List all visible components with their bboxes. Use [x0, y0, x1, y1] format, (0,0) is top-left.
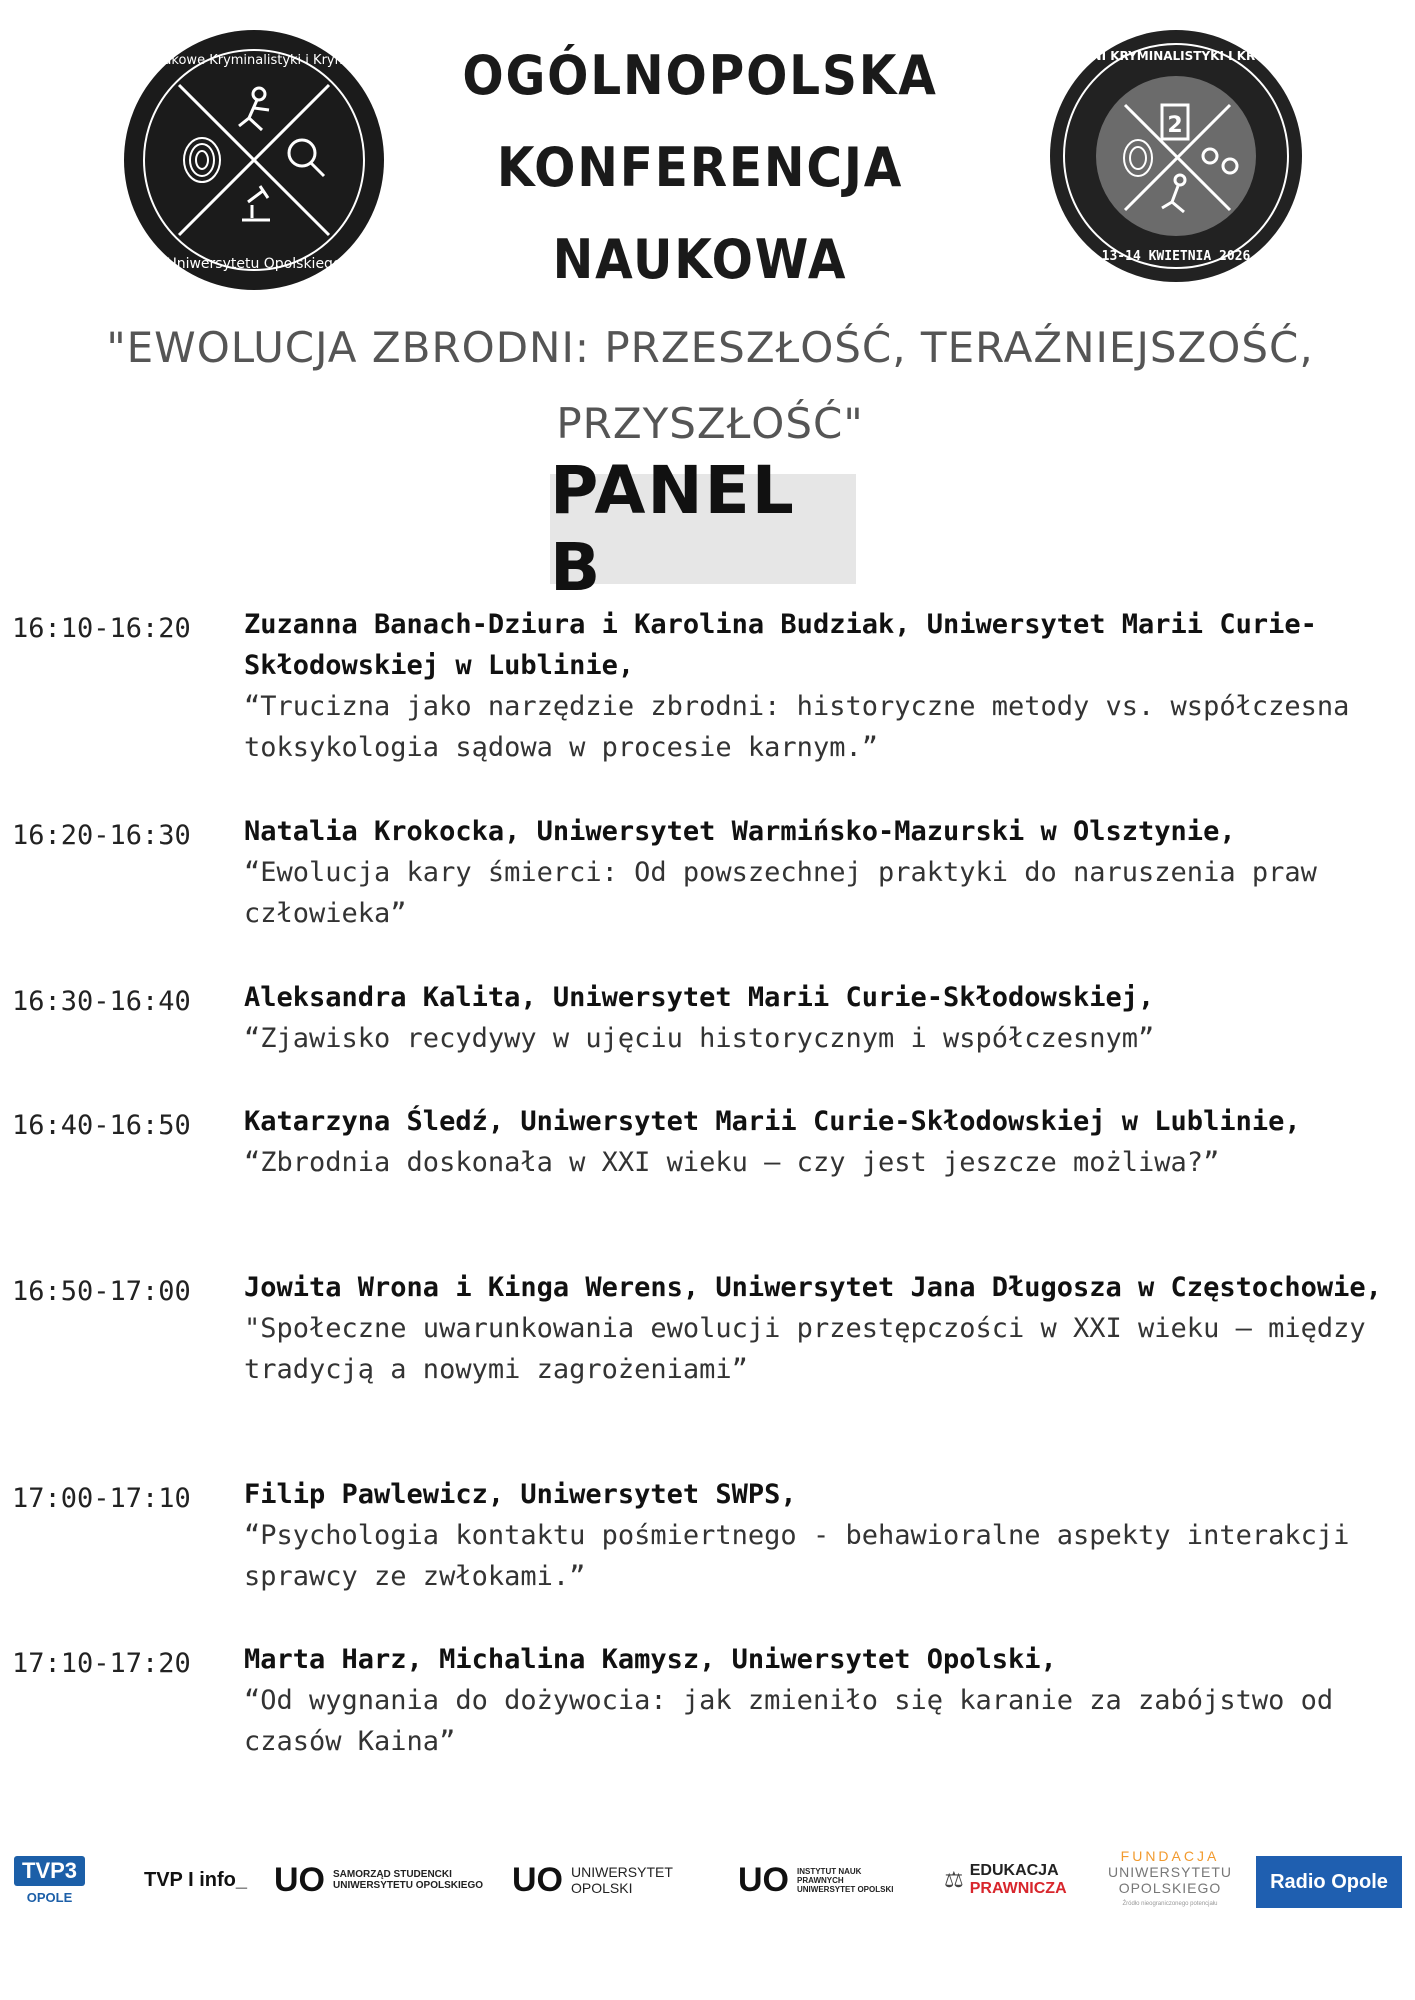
kolo-bottom-text: Uniwersytetu Opolskiego	[166, 256, 342, 272]
uniwersytet-line-1: UNIWERSYTET	[571, 1864, 673, 1880]
schedule-speaker: Katarzyna Śledź, Uniwersytet Marii Curie-Skłodowskiej w Lublinie,	[244, 1106, 1301, 1137]
panel-label: PANEL B	[550, 452, 796, 606]
tvp3-logo	[14, 1840, 85, 1920]
schedule-talk: “Zbrodnia doskonała w XXI wieku – czy jest jeszcze możliwa?”	[244, 1147, 1220, 1178]
edukacja-prawnicza-logo	[944, 1840, 1067, 1920]
schedule-time: 16:40-16:50	[12, 1110, 191, 1141]
schedule-speaker: Zuzanna Banach-Dziura i Karolina Budziak, Uniwersytet Marii Curie-Skłodowskiej w Lublinie,	[244, 609, 1317, 681]
title-line-3: NAUKOWA	[552, 228, 848, 291]
fundacja-logo	[1108, 1840, 1232, 1920]
schedule-talk: “Od wygnania do dożywocia: jak zmieniło się karanie za zabójstwo od czasów Kaina”	[244, 1685, 1334, 1757]
title-line-1: OGÓLNOPOLSKA	[462, 44, 938, 107]
tvp3-name: TVP3	[14, 1856, 85, 1886]
schedule-speaker: Natalia Krokocka, Uniwersytet Warmińsko-Mazurski w Olsztynie,	[244, 816, 1236, 847]
conference-title	[420, 30, 980, 306]
scales-icon: ⚖	[944, 1867, 964, 1892]
samorzad-line-1: SAMORZĄD STUDENCKI	[333, 1869, 452, 1880]
kolo-naukowe-logo	[113, 30, 395, 290]
edukacja-line-1: EDUKACJA	[969, 1862, 1059, 1879]
schedule-time: 17:10-17:20	[12, 1648, 191, 1679]
edition-logo	[1015, 30, 1337, 282]
panel-label-box	[550, 452, 856, 606]
instytut-logo	[738, 1840, 893, 1920]
magnifier-icon	[289, 140, 324, 176]
figure-icon	[239, 88, 269, 130]
uniwersytet-opolski-logo	[512, 1840, 673, 1920]
schedule-talk: “Zjawisko recydywy w ujęciu historycznym i współczesnym”	[244, 1023, 1155, 1054]
schedule-speaker: Filip Pawlewicz, Uniwersytet SWPS,	[244, 1479, 797, 1510]
schedule-time: 16:30-16:40	[12, 986, 191, 1017]
fundacja-tagline: Źródło nieograniczonego potencjału	[1122, 1901, 1218, 1907]
subtitle-line-2: PRZYSZŁOŚĆ"	[556, 399, 864, 448]
schedule-talk: “Ewolucja kary śmierci: Od powszechnej praktyki do naruszenia praw człowieka”	[244, 857, 1317, 929]
edition-date-text: 13-14 KWIETNIA 2026	[1101, 249, 1251, 264]
uo-mark: UO	[738, 1860, 789, 1899]
schedule-talk: "Społeczne uwarunkowania ewolucji przestępczości w XXI wieku – między tradycją a nowymi zagrożeniami”	[244, 1313, 1366, 1385]
tvpinfo-name: TVP I info_	[144, 1868, 247, 1891]
samorzad-logo	[274, 1840, 483, 1920]
tvp3-city: OPOLE	[26, 1889, 73, 1905]
kolo-ring-text: Koło Naukowe Kryminalistyki i Kryminologii	[113, 53, 395, 68]
microscope-icon	[242, 186, 270, 220]
schedule-speaker: Aleksandra Kalita, Uniwersytet Marii Curie-Skłodowskiej,	[244, 982, 1155, 1013]
schedule-time: 17:00-17:10	[12, 1483, 191, 1514]
conference-subtitle	[80, 310, 1340, 462]
tvpinfo-logo	[144, 1840, 247, 1920]
schedule-time: 16:10-16:20	[12, 613, 191, 644]
samorzad-line-2: UNIWERSYTETU OPOLSKIEGO	[333, 1880, 484, 1891]
schedule-talk: “Trucizna jako narzędzie zbrodni: historyczne metody vs. współczesna toksykologia sądowa w procesie karnym.”	[244, 691, 1350, 763]
schedule-speaker: Jowita Wrona i Kinga Werens, Uniwersytet Jana Długosza w Częstochowie,	[244, 1272, 1382, 1303]
fingerprint-icon	[184, 138, 220, 182]
fundacja-line-1: FUNDACJA	[1120, 1848, 1220, 1864]
fundacja-line-2: UNIWERSYTETU	[1108, 1864, 1232, 1880]
edition-ring-text: V EDYCJA DNI KRYMINALISTYKI I KRYMINOLOGII	[1015, 49, 1337, 63]
sponsor-bar	[0, 1840, 1415, 1920]
schedule-time: 16:20-16:30	[12, 820, 191, 851]
instytut-line-1: INSTYTUT NAUK	[797, 1866, 862, 1876]
instytut-line-2: PRAWNYCH	[797, 1875, 844, 1885]
badge-number: 2	[1167, 113, 1183, 138]
schedule-time: 16:50-17:00	[12, 1276, 191, 1307]
uniwersytet-line-2: OPOLSKI	[571, 1880, 633, 1896]
radio-name: Radio Opole	[1270, 1870, 1388, 1893]
schedule-talk: “Psychologia kontaktu pośmiertnego - behawioralne aspekty interakcji sprawcy ze zwłokami.”	[244, 1520, 1350, 1592]
schedule-speaker: Marta Harz, Michalina Kamysz, Uniwersytet Opolski,	[244, 1644, 1057, 1675]
instytut-line-3: UNIWERSYTET OPOLSKI	[797, 1884, 894, 1894]
uo-mark: UO	[512, 1860, 563, 1899]
radio-opole-logo	[1256, 1856, 1402, 1908]
uo-mark: UO	[274, 1860, 325, 1899]
edukacja-line-2: PRAWNICZA	[969, 1880, 1067, 1897]
fundacja-line-3: OPOLSKIEGO	[1118, 1880, 1222, 1896]
title-line-2: KONFERENCJA	[496, 136, 904, 199]
subtitle-line-1: "EWOLUCJA ZBRODNI: PRZESZŁOŚĆ, TERAŹNIEJSZOŚĆ,	[106, 323, 1314, 372]
